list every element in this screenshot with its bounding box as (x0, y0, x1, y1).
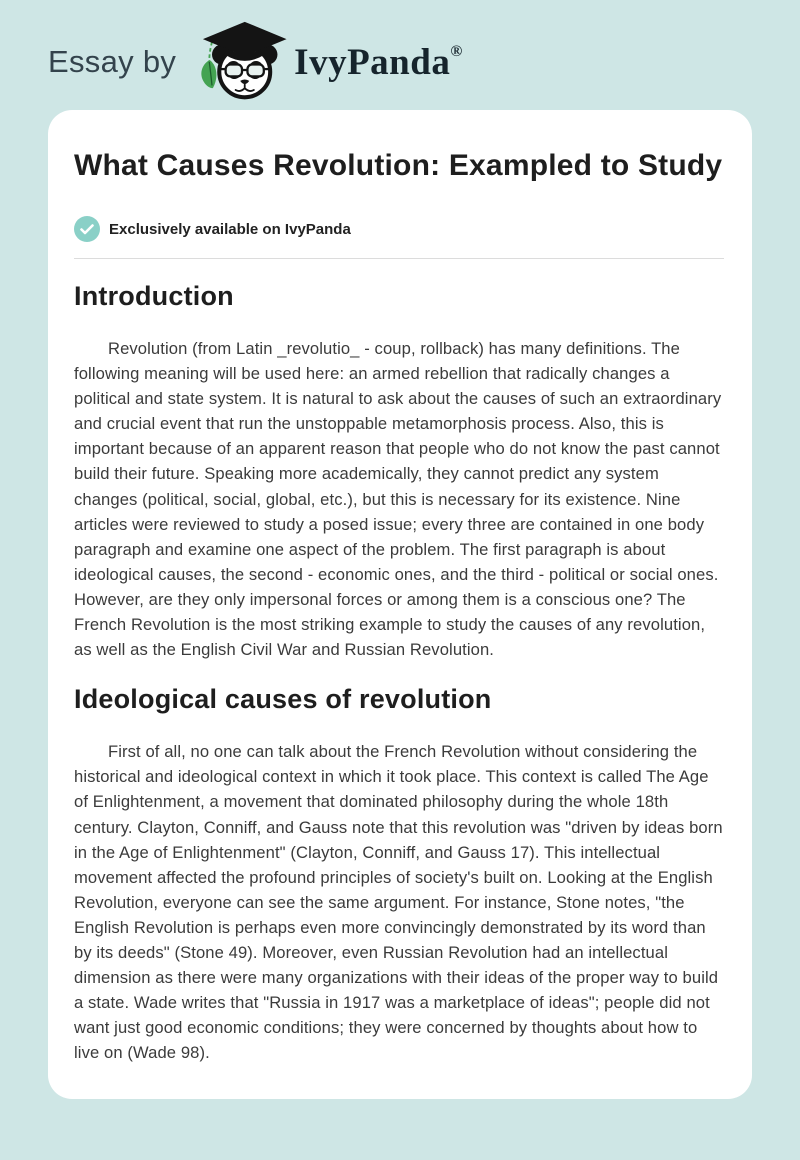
page-title: What Causes Revolution: Exampled to Study (74, 149, 723, 182)
section-paragraph: First of all, no one can talk about the French Revolution without considering the historical and ideological context in which it took place. This context is called The Age of Enlightenment, a movement that dominated philosophy during the whole 18th century. Clayton, Conniff, and Gauss note that this revolution was "driven by ideas born in the Age of Enlightenment" (Clayton, Conniff, and Gauss 17). This intellectual movement affected the profound principles of society's built on. Looking at the English Revolution, everyone can see the same argument. For instance, Stone notes, "the English Revolution is perhaps even more convincingly demonstrated by its word than by its deeds" (Stone 49). Moreover, even Russian Revolution had an intellectual dimension as there were many organizations with their ideas of the proper way to build a state. Wade writes that "Russia in 1917 was a marketplace of ideas"; people did not want just good economic conditions; they were concerned by thoughts about how to live on (Wade 98). (74, 742, 723, 1063)
ivypanda-panda-logo-icon (192, 19, 292, 101)
divider (74, 258, 724, 259)
section-heading: Introduction (74, 281, 234, 311)
badge-label: Exclusively available on IvyPanda (109, 220, 351, 238)
section-paragraph: Revolution (from Latin _revolutio_ - coup, rollback) has many definitions. The following meaning will be used here: an armed rebellion that radically changes a political and state system. It is natural to ask about the causes of such an extraordinary and crucial event that run the unstoppable metamorphosis process. Also, this is important because of an apparent reason that people who do not know the past cannot build their future. Speaking more academically, they cannot predict any system changes (political, social, global, etc.), but this is necessary for its existence. Nine articles were reviewed to study a posed issue; every three are contained in one body paragraph and examine one aspect of the problem. The first paragraph is about ideological causes, the second - economic ones, and the third - political or social ones. However, are they only impersonal forces or among them is a conscious one? The French Revolution is the most striking example to study the causes of any revolution, as well as the English Civil War and Russian Revolution. (74, 339, 722, 660)
essay-card (48, 110, 752, 1099)
essay-by-label: Essay by (48, 44, 177, 79)
section-heading: Ideological causes of revolution (74, 684, 492, 715)
exclusive-badge (74, 216, 724, 242)
check-icon (74, 216, 100, 242)
brand-name: IvyPanda® (294, 41, 463, 83)
section-ideological-causes (74, 684, 724, 1065)
section-introduction (74, 281, 724, 662)
registered-mark: ® (450, 43, 463, 61)
site-header (0, 0, 800, 96)
